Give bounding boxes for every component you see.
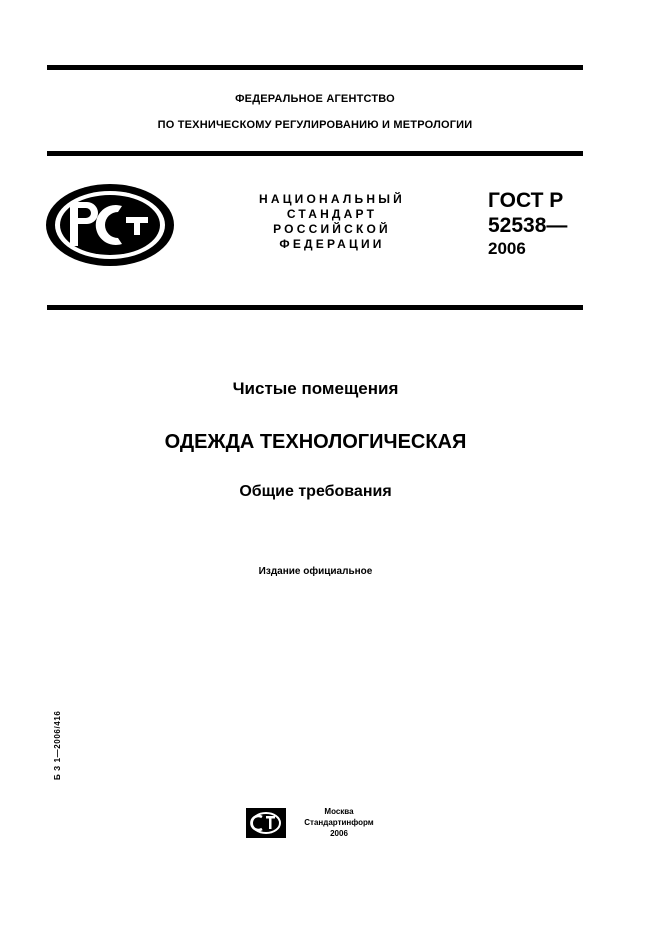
publisher-city: Москва — [324, 807, 354, 816]
designation-line-1: ГОСТ Р — [488, 189, 564, 212]
agency-line-2: ПО ТЕХНИЧЕСКОМУ РЕГУЛИРОВАНИЮ И МЕТРОЛОГИИ — [157, 119, 473, 131]
top-rule — [47, 65, 583, 70]
document-title: ОДЕЖДА ТЕХНОЛОГИЧЕСКАЯ — [164, 431, 467, 453]
agency-line-1: ФЕДЕРАЛЬНОЕ АГЕНТСТВО — [235, 93, 395, 105]
national-line: СТАНДАРТ — [286, 207, 378, 221]
national-line: ФЕДЕРАЦИИ — [279, 237, 385, 251]
title-block-rule — [47, 305, 583, 310]
national-standard-heading — [232, 192, 432, 252]
designation-line-3: 2006 — [488, 239, 526, 258]
document-subtitle: Общие требования — [239, 483, 392, 500]
standartinform-logo-icon — [246, 808, 286, 838]
publisher-name: Стандартинформ — [304, 818, 374, 827]
national-line: РОССИЙСКОЙ — [273, 222, 391, 236]
header-rule — [47, 151, 583, 156]
publisher-block — [294, 806, 384, 839]
publisher-year: 2006 — [330, 829, 348, 838]
catalog-code: Б З 1—2006/416 — [53, 710, 62, 780]
national-line: НАЦИОНАЛЬНЫЙ — [258, 192, 406, 206]
rst-certification-mark-icon — [44, 182, 176, 268]
edition-note: Издание официальное — [258, 566, 373, 577]
standard-designation — [488, 188, 567, 260]
designation-line-2: 52538— — [488, 214, 568, 237]
document-category: Чистые помещения — [232, 379, 399, 398]
